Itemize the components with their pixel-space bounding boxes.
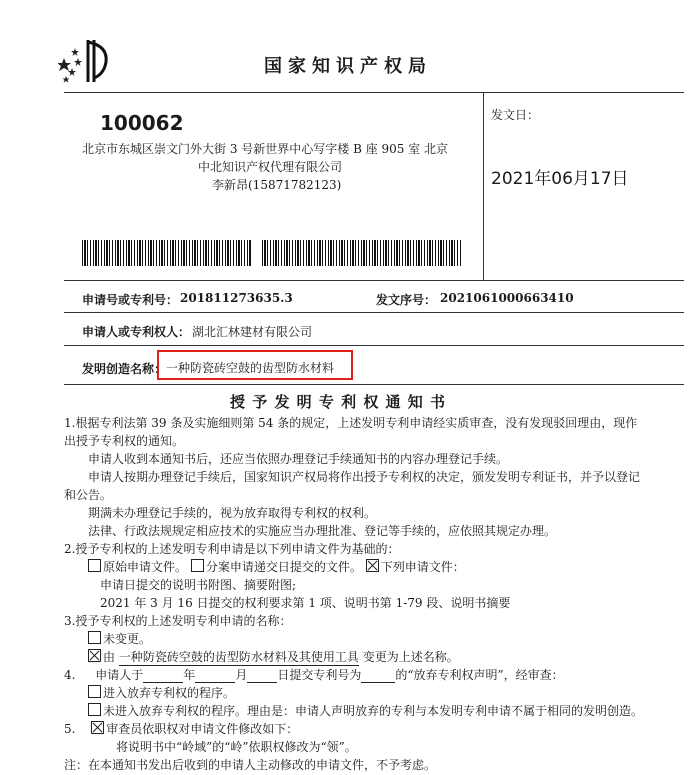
- sec4-option-1: 进入放弃专利权的程序。: [103, 686, 236, 700]
- sec4-option-2: 未进入放弃专利权的程序。理由是：申请人声明放弃的专利与本发明专利申请不属于相同的发明创造。: [103, 704, 644, 718]
- address-line-3: 李新昂(15871782123): [212, 178, 342, 192]
- invention-label: 发明创造名称：: [82, 362, 167, 376]
- address-line-1: 北京市东城区崇文门外大街 3 号新世界中心写字楼 B 座 905 室 北京: [82, 142, 449, 156]
- name-changed-row: [88, 648, 459, 666]
- opt-divisional-label: 分案申请递交日提交的文件。: [205, 560, 362, 574]
- sec4-blank-day: [247, 668, 277, 683]
- checkbox-sec4-not-enter: [88, 703, 101, 716]
- notice-line: 法律、行政法规规定相应技术的实施应当办理批准、登记等手续的，应依照其规定办理。: [88, 524, 557, 538]
- sec4-number: 4.: [64, 668, 76, 682]
- notice-line: 2.授予专利权的上述发明专利申请是以下列申请文件为基础的：: [64, 542, 400, 556]
- checkbox-following-checked: [366, 559, 379, 572]
- barcode-right: [262, 240, 462, 266]
- checkbox-sec5-checked: [91, 721, 104, 734]
- opt-original-label: 原始申请文件。: [103, 560, 188, 574]
- doc-line-1: 申请日提交的说明书附图、摘要附图;: [100, 578, 297, 592]
- header-vertical-divider: [483, 92, 484, 280]
- app-no: 201811273635.3: [180, 291, 293, 305]
- checkbox-unchanged: [88, 631, 101, 644]
- office-name: 国家知识产权局: [264, 56, 432, 77]
- send-date-label: 发文日：: [491, 108, 540, 122]
- sec4-option-1-row: [88, 684, 235, 701]
- sec4-option-2-row: [88, 702, 643, 719]
- basis-options-row: [88, 558, 465, 575]
- section-3-heading: 3.授予专利权的上述发明专利申请的名称：: [64, 614, 292, 628]
- sec5-number: 5.: [64, 722, 76, 736]
- cnipa-emblem-icon: [58, 38, 114, 84]
- sec4-blank-patent: [361, 668, 395, 683]
- checkbox-changed-checked: [88, 649, 101, 662]
- field-divider-2: [64, 312, 684, 313]
- opt-following-label: 下列申请文件：: [380, 560, 465, 574]
- checkbox-original: [88, 559, 101, 572]
- notice-line: 1.根据专利法第 39 条及实施细则第 54 条的规定，上述发明专利申请经实质审查，没有发现驳回理由，现作: [64, 416, 638, 430]
- notice-line: 申请人收到本通知书后，还应当依照办理登记手续通知书的内容办理登记手续。: [88, 452, 509, 466]
- serial-no: 2021061000663410: [440, 291, 574, 305]
- notice-line: 申请人按期办理登记手续后，国家知识产权局将作出授予专利权的决定，颁发发明专利证书，并予以登记: [88, 470, 641, 484]
- sec4-blank-month: [195, 668, 235, 683]
- sec4-year: 年: [183, 668, 196, 682]
- postcode: 100062: [100, 111, 184, 135]
- notice-title: 授 予 发 明 专 利 权 通 知 书: [230, 393, 447, 411]
- notice-line: 和公告。: [64, 488, 113, 502]
- field-divider-3: [64, 345, 684, 346]
- footnote: 注：在本通知书发出后收到的申请人主动修改的申请文件，不予考虑。: [64, 758, 437, 772]
- serial-label: 发文序号：: [376, 293, 437, 307]
- notice-line: 出授予专利权的通知。: [64, 434, 185, 448]
- sec4-month: 月: [235, 668, 248, 682]
- notice-line: 期满未办理登记手续的，视为放弃取得专利权的权利。: [88, 506, 377, 520]
- header-divider: [64, 92, 684, 93]
- changed-suffix: 变更为上述名称。: [362, 650, 459, 664]
- sec4-text-a: 申请人于: [95, 668, 144, 682]
- sec4-text-b: 日提交专利号为: [277, 668, 362, 682]
- section-4-row: [64, 666, 564, 683]
- changed-prefix: 由: [103, 650, 116, 664]
- applicant-label: 申请人或专利权人：: [82, 325, 191, 339]
- invention-name: 一种防瓷砖空鼓的齿型防水材料: [166, 361, 335, 375]
- sec5-detail: 将说明书中“岭域”的“岭”依职权修改为“领”。: [116, 740, 357, 754]
- send-date: 2021年06月17日: [491, 169, 629, 189]
- address-line-2: 中北知识产权代理有限公司: [198, 160, 343, 174]
- unchanged-label: 未变更。: [103, 632, 152, 646]
- barcode-left: [82, 240, 252, 266]
- changed-old-name: 一种防瓷砖空鼓的齿型防水材料及其使用工具: [118, 650, 359, 664]
- section-5-row: [64, 720, 298, 737]
- app-no-label: 申请号或专利号：: [82, 293, 179, 307]
- checkbox-divisional: [191, 559, 204, 572]
- checkbox-sec4-enter: [88, 685, 101, 698]
- field-divider-1: [64, 280, 684, 281]
- name-unchanged-row: [88, 630, 151, 647]
- doc-line-2: 2021 年 3 月 16 日提交的权利要求第 1 项、说明书第 1-79 段、说明书摘要: [100, 596, 511, 610]
- applicant-name: 湖北汇林建材有限公司: [192, 325, 313, 339]
- field-divider-4: [64, 384, 684, 385]
- sec5-text: 审查员依职权对申请文件修改如下：: [106, 722, 299, 736]
- sec4-text-c: 的“放弃专利权声明”，经审查：: [395, 668, 564, 682]
- sec4-blank-year: [143, 668, 183, 683]
